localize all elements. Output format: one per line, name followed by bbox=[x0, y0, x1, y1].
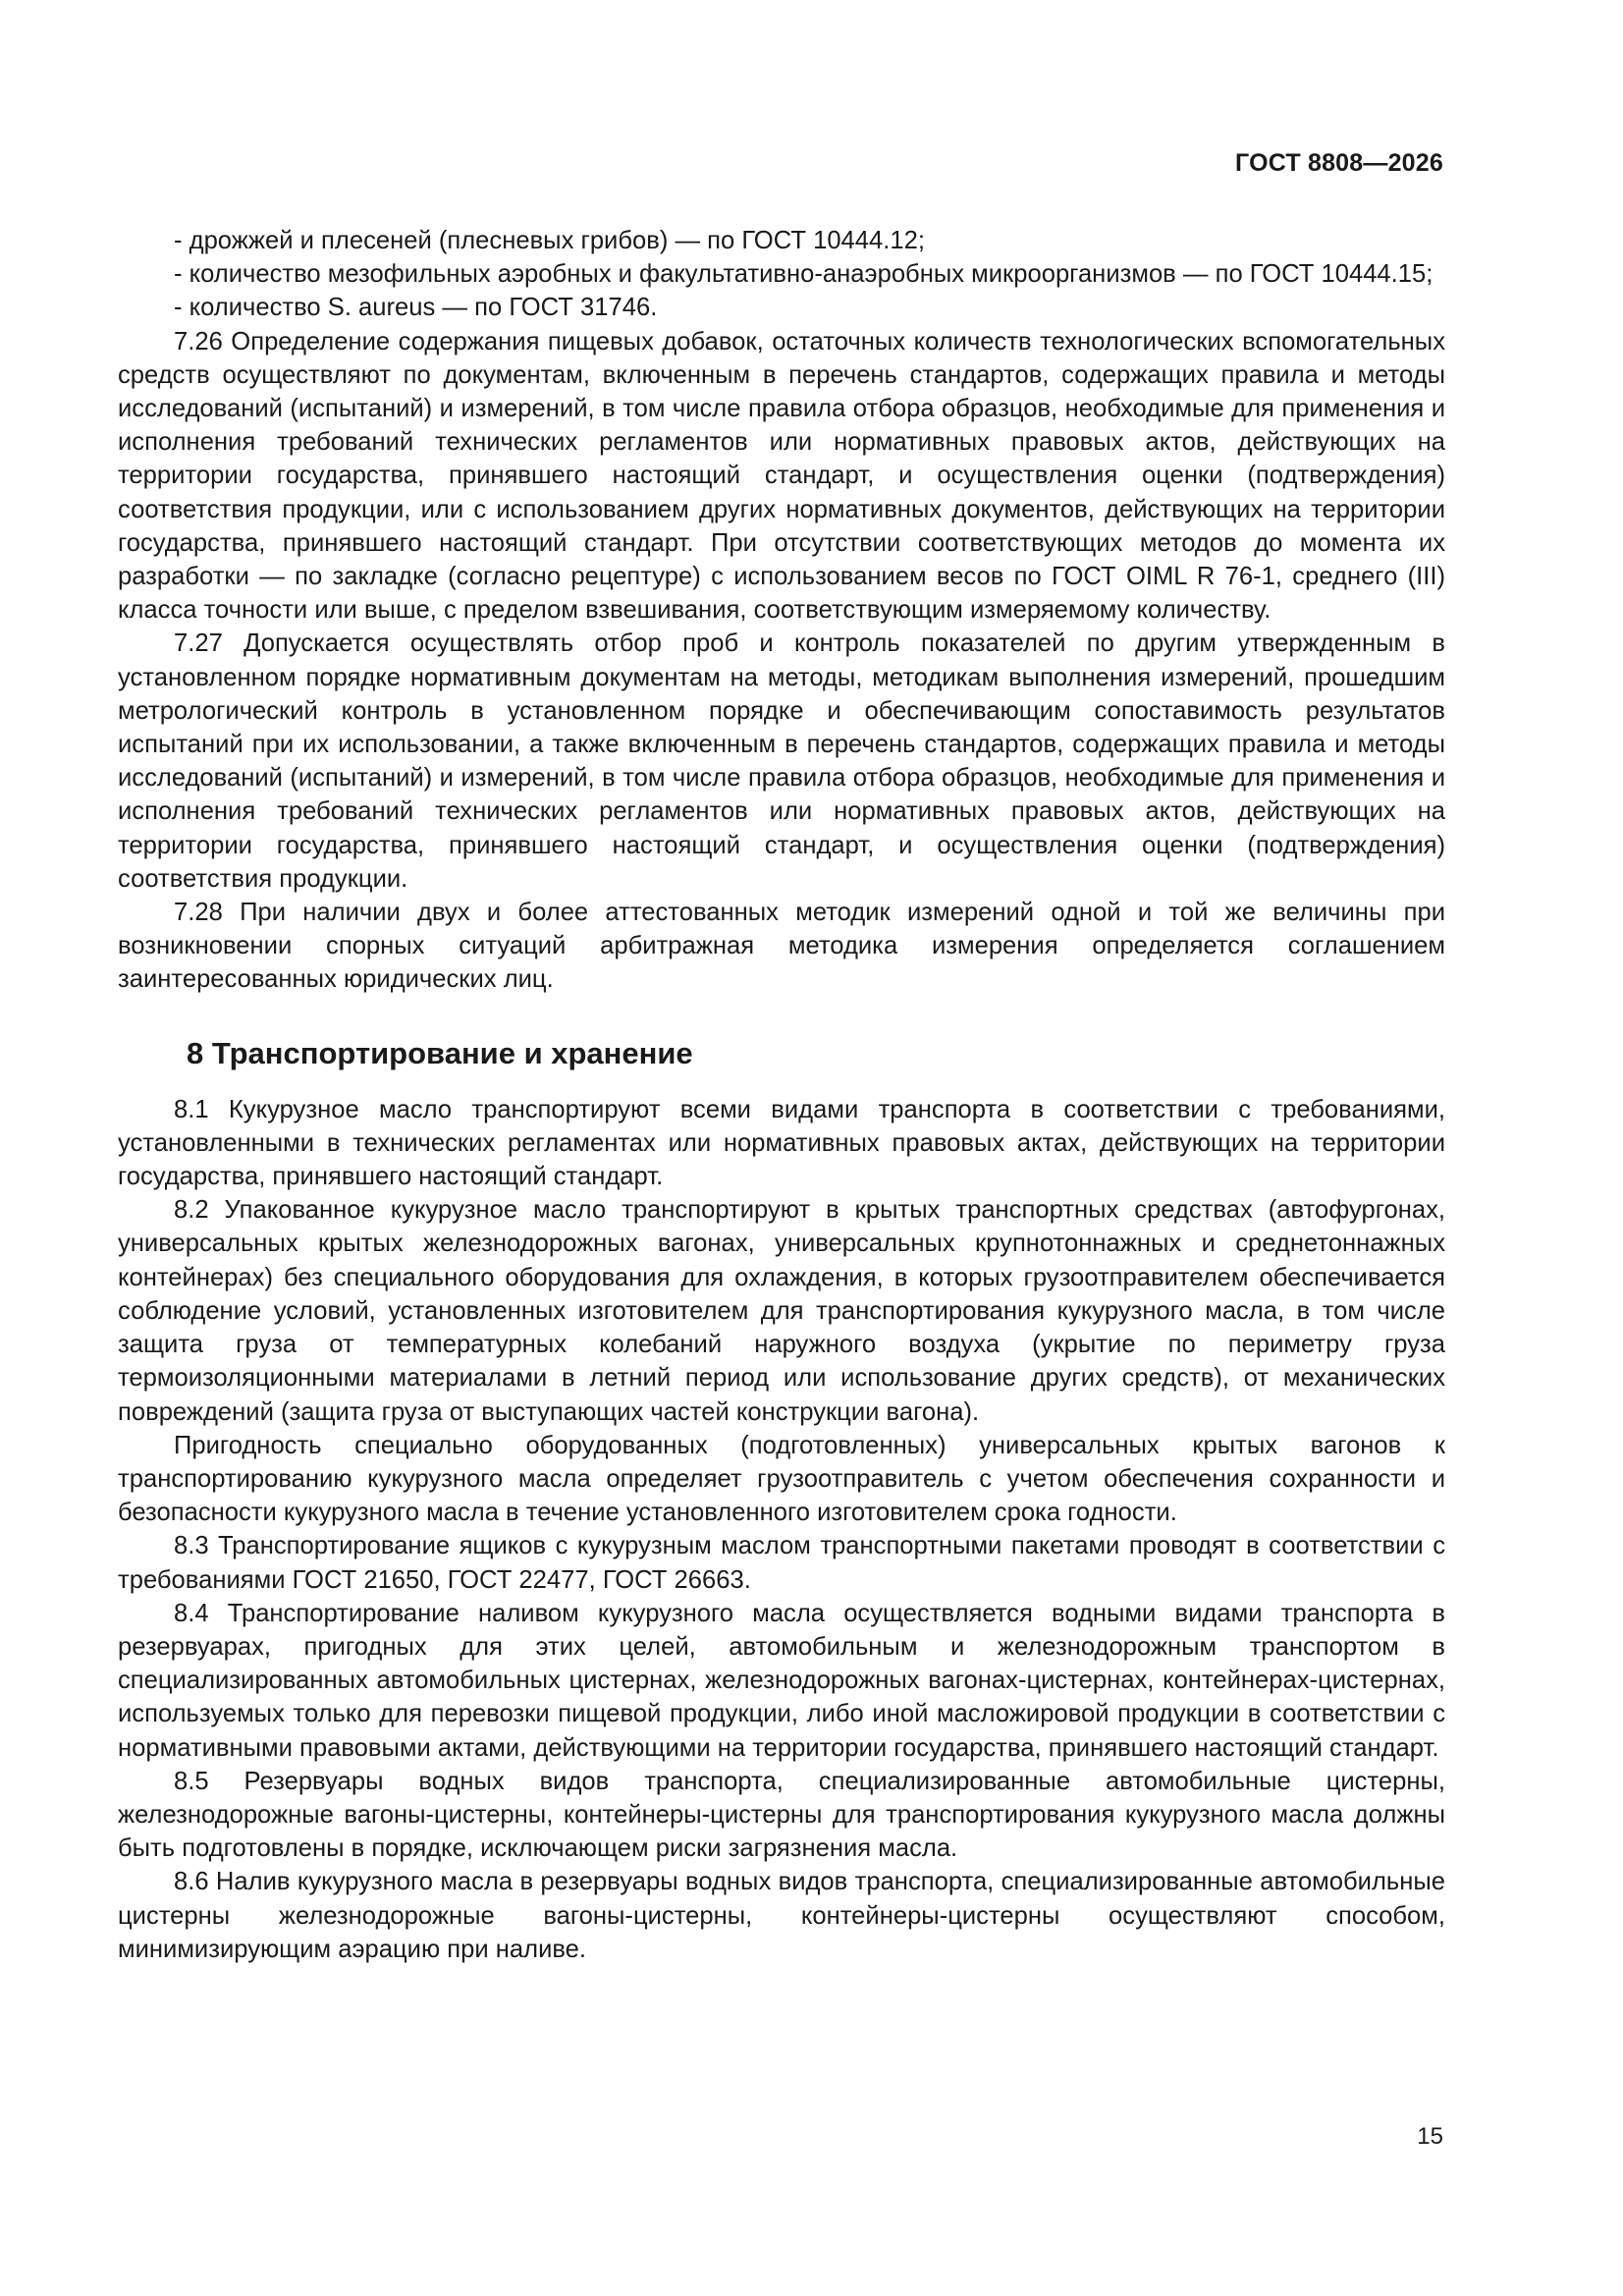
paragraph-7-28: 7.28 При наличии двух и более аттестованных методик измерений одной и той же величины при возникновении спорных ситуаций арбитражная методика измерения определяется соглашением заинтересованных юридических лиц. bbox=[118, 899, 1445, 994]
paragraph-8-1: 8.1 Кукурузное масло транспортируют всеми видами транспорта в соответствии с требованиями, установленными в технических регламентах или нормативных правовых актах, действующих на территории государства, принявшего настоящий стандарт. bbox=[118, 1095, 1445, 1191]
paragraph-7-27: 7.27 Допускается осуществлять отбор проб и контроль показателей по другим утвержденным в установленном порядке нормативным документам на методы, методикам выполнения измерений, прошедшим метрологический контроль в установленном порядке и обеспечивающим сопоставимость результатов испытаний при их использовании, а также включенным в перечень стандартов, содержащих правила и методы исследований (испытаний) и измерений, в том числе правила отбора образцов, необходимые для применения и исполнения требований технических регламентов или нормативных правовых актов, действующих на территории государства, принявшего настоящий стандарт, и осуществления оценки (подтверждения) соответствия продукции. bbox=[118, 629, 1445, 893]
paragraph-list-item-yeasts: - дрожжей и плесеней (плесневых грибов) — по ГОСТ 10444.12; bbox=[174, 227, 925, 254]
paragraph-list-item-mesophilic: - количество мезофильных аэробных и факультативно-анаэробных микроорганизмов — по ГОСТ 10444.15; bbox=[174, 260, 1434, 289]
paragraph-list-item-saureus: - количество S. aureus — по ГОСТ 31746. bbox=[174, 294, 658, 322]
paragraph-8-5: 8.5 Резервуары водных видов транспорта, специализированные автомобильные цистерны, железнодорожные вагоны-цистерны, контейнеры-цистерны для транспортирования кукурузного масла должны быть подготовлены в порядке, исключающем риски загрязнения масла. bbox=[118, 1767, 1445, 1863]
paragraph-8-6: 8.6 Налив кукурузного масла в резервуары водных видов транспорта, специализированные автомобильные цистерны железнодорожные вагоны-цистерны, контейнеры-цистерны осуществляют способом, минимизирующим аэрацию при наливе. bbox=[118, 1868, 1445, 1963]
paragraph-8-4: 8.4 Транспортирование наливом кукурузного масла осуществляется водными видами транспорта в резервуарах, пригодных для этих целей, автомобильным и железнодорожным транспортом в специализированных автомобильных цистернах, железнодорожных вагонах-цистернах, контейнерах-цистернах, используемых только для перевозки пищевой продукции, либо иной масложировой продукции в соответствии с нормативными правовыми актами, действующими на территории государства, принявшего настоящий стандарт. bbox=[118, 1599, 1445, 1762]
paragraph-7-26: 7.26 Определение содержания пищевых добавок, остаточных количеств технологических вспомогательных средств осуществляют по документам, включенным в перечень стандартов, содержащих правила и методы исследований (испытаний) и измерений, в том числе правила отбора образцов, необходимые для применения и исполнения требований технических регламентов или нормативных правовых актов, действующих на территории государства, принявшего настоящий стандарт, и осуществления оценки (подтверждения) соответствия продукции, или с использованием других нормативных документов, действующих на территории государства, принявшего настоящий стандарт. При отсутствии соответствующих методов до момента их разработки — по закладке (согласно рецептуре) с использованием весов по ГОСТ OIML R 76-1, среднего (III) класса точности или выше, с пределом взвешивания, соответствующим измеряемому количеству. bbox=[118, 327, 1445, 625]
document-code: ГОСТ 8808—2026 bbox=[1235, 149, 1443, 177]
document-body bbox=[118, 224, 1445, 1966]
paragraph-8-2-suitability: Пригодность специально оборудованных (подготовленных) универсальных крытых вагонов к транспортированию кукурузного масла определяет грузоотправитель с учетом обеспечения сохранности и безопасности кукурузного масла в течение установленного изготовителем срока годности. bbox=[118, 1431, 1445, 1527]
paragraph-8-3: 8.3 Транспортирование ящиков с кукурузным маслом транспортными пакетами проводят в соответствии с требованиями ГОСТ 21650, ГОСТ 22477, ГОСТ 26663. bbox=[118, 1532, 1445, 1594]
paragraph-8-2: 8.2 Упакованное кукурузное масло транспортируют в крытых транспортных средствах (автофургонах, универсальных крытых железнодорожных вагонах, универсальных крупнотоннажных и среднетоннажных контейнерах) без специального оборудования для охлаждения, в которых грузоотправителем обеспечивается соблюдение условий, установленных изготовителем для транспортирования кукурузного масла, в том числе защита груза от температурных колебаний наружного воздуха (укрытие по периметру груза термоизоляционными материалами в летний период или использование других средств), от механических повреждений (защита груза от выступающих частей конструкции вагона). bbox=[118, 1196, 1445, 1426]
page-number: 15 bbox=[1417, 2123, 1443, 2150]
section-heading-8: 8 Транспортирование и хранение bbox=[187, 1035, 693, 1070]
